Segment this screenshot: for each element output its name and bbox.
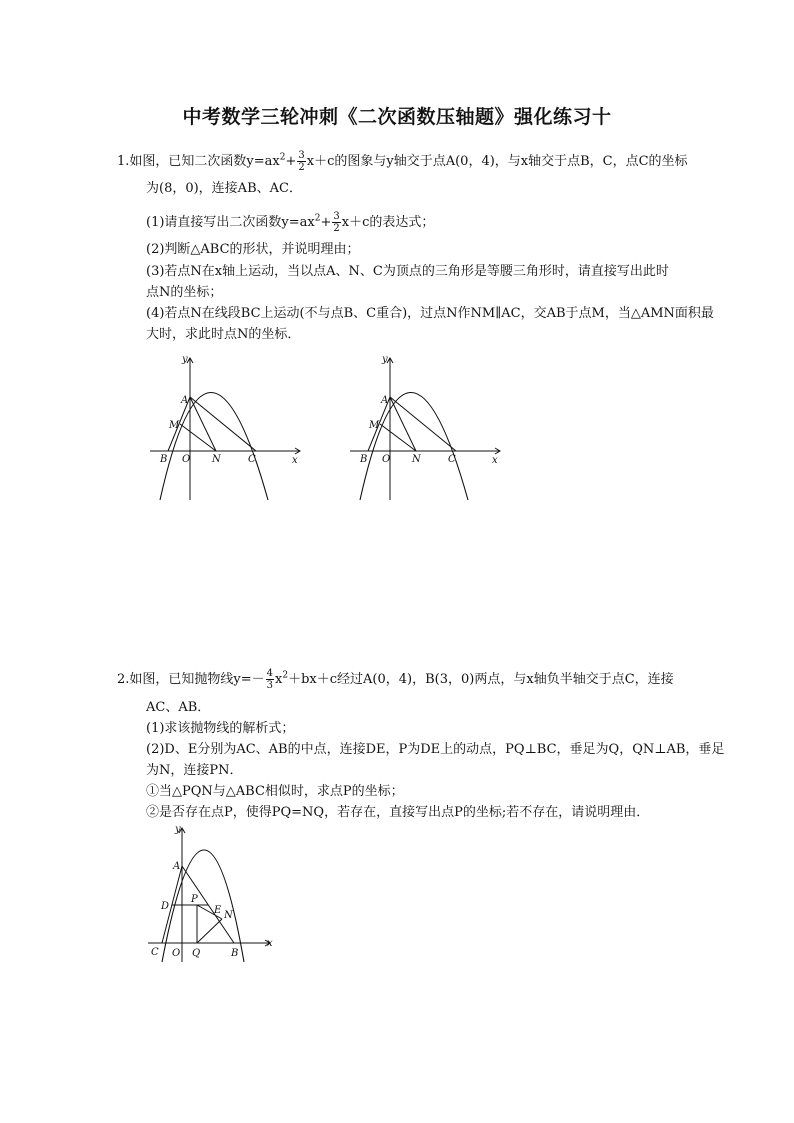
label-c: C [248,454,256,465]
q2-text: x [275,672,283,687]
label-m: M [169,420,180,431]
label-p: P [191,894,198,905]
label-o: O [172,948,181,959]
q1-part-3a: (3)若点N在x轴上运动，当以点A、N、C为顶点的三角形是等腰三角形时，请直接写出此时 [146,264,669,279]
label-a: A [381,395,389,406]
q1-text: x＋c的表达式； [341,215,435,230]
page-title: 中考数学三轮冲刺《二次函数压轴题》强化练习十 [182,106,612,128]
segment-qn [197,919,222,943]
label-n: N [412,454,421,465]
label-m: M [369,420,380,431]
segment-ac [190,397,256,451]
q1-part-3b: 点N的坐标； [146,285,223,300]
label-o: O [382,454,391,465]
segment-an [190,397,216,451]
q1-figure-left [140,350,310,505]
superscript: 2 [279,152,286,163]
superscript: 2 [314,213,321,224]
fraction-den: 2 [333,223,340,234]
label-d: D [161,901,170,912]
label-q: Q [192,948,201,959]
fraction [297,150,305,173]
fraction-den: 2 [298,162,305,173]
segment-mn [380,424,416,451]
q1-text: 如图，已知二次函数y=ax [129,154,280,169]
q2-part-2b: 为N，连接PN． [146,763,243,778]
q2-figure [140,822,285,967]
label-y: y [175,824,181,835]
q2-text: ＋bx＋c经过A(0，4)，B(3，0)两点，与x轴负半轴交于点C，连接 [288,672,674,687]
label-c: C [448,454,456,465]
label-o: O [182,454,191,465]
fraction-num: 4 [266,668,274,679]
label-e: E [214,905,222,916]
fraction-den: 3 [266,680,274,691]
q2-sub-1: ①当△PQN与△ABC相似时，求点P的坐标； [146,784,404,799]
q1-part-2: (2)判断△ABC的形状，并说明理由； [146,242,360,257]
fraction [266,668,274,691]
label-a: A [173,861,181,872]
label-y: y [182,354,188,365]
label-c: C [151,947,159,958]
q1-text: (1)请直接写出二次函数y=ax [146,215,315,230]
segment-ac [390,397,456,451]
q1-text: x＋c的图象与y轴交于点A(0，4)，与x轴交于点B，C，点C的坐标 [306,154,688,169]
q2-part-1: (1)求该抛物线的解析式； [146,721,295,736]
q1-text: + [285,154,297,169]
q2-number: 2. [117,672,130,687]
fraction [332,211,340,234]
superscript: 2 [282,670,289,681]
fraction-num: 3 [298,150,305,161]
q2-text: 如图，已知抛物线y=－ [129,672,265,687]
q1-part-4b: 大时，求此时点N的坐标． [146,327,301,342]
segment-mn [180,424,216,451]
label-x: x [292,455,298,466]
label-y: y [382,354,388,365]
q1-line-2: 为(8，0)，连接AB、AC． [146,181,302,196]
label-x: x [267,938,273,949]
q2-line-2: AC、AB． [146,700,211,715]
fraction-num: 3 [333,211,340,222]
q1-part-4a: (4)若点N在线段BC上运动(不与点B、C重合)，过点N作NM∥AC，交AB于点M，当△AMN面积最 [146,306,714,321]
q1-text: + [320,215,332,230]
q1-number: 1. [117,154,130,169]
label-b: B [360,454,368,465]
label-n: N [224,910,233,921]
q1-line-1 [117,150,688,173]
label-b: B [160,454,168,465]
label-x: x [492,455,498,466]
label-a: A [181,395,189,406]
q1-figure-right [340,350,510,505]
q1-part-1 [146,211,434,234]
label-b: B [231,948,239,959]
segment-an [390,397,416,451]
label-n: N [212,454,221,465]
q2-sub-2: ②是否存在点P，使得PQ=NQ，若存在，直接写出点P的坐标;若不存在，请说明理由． [146,805,650,820]
q2-part-2a: (2)D、E分别为AC、AB的中点，连接DE，P为DE上的动点，PQ⊥BC，垂足为Q，QN⊥AB，垂足 [146,742,725,757]
q2-line-1 [117,668,674,691]
